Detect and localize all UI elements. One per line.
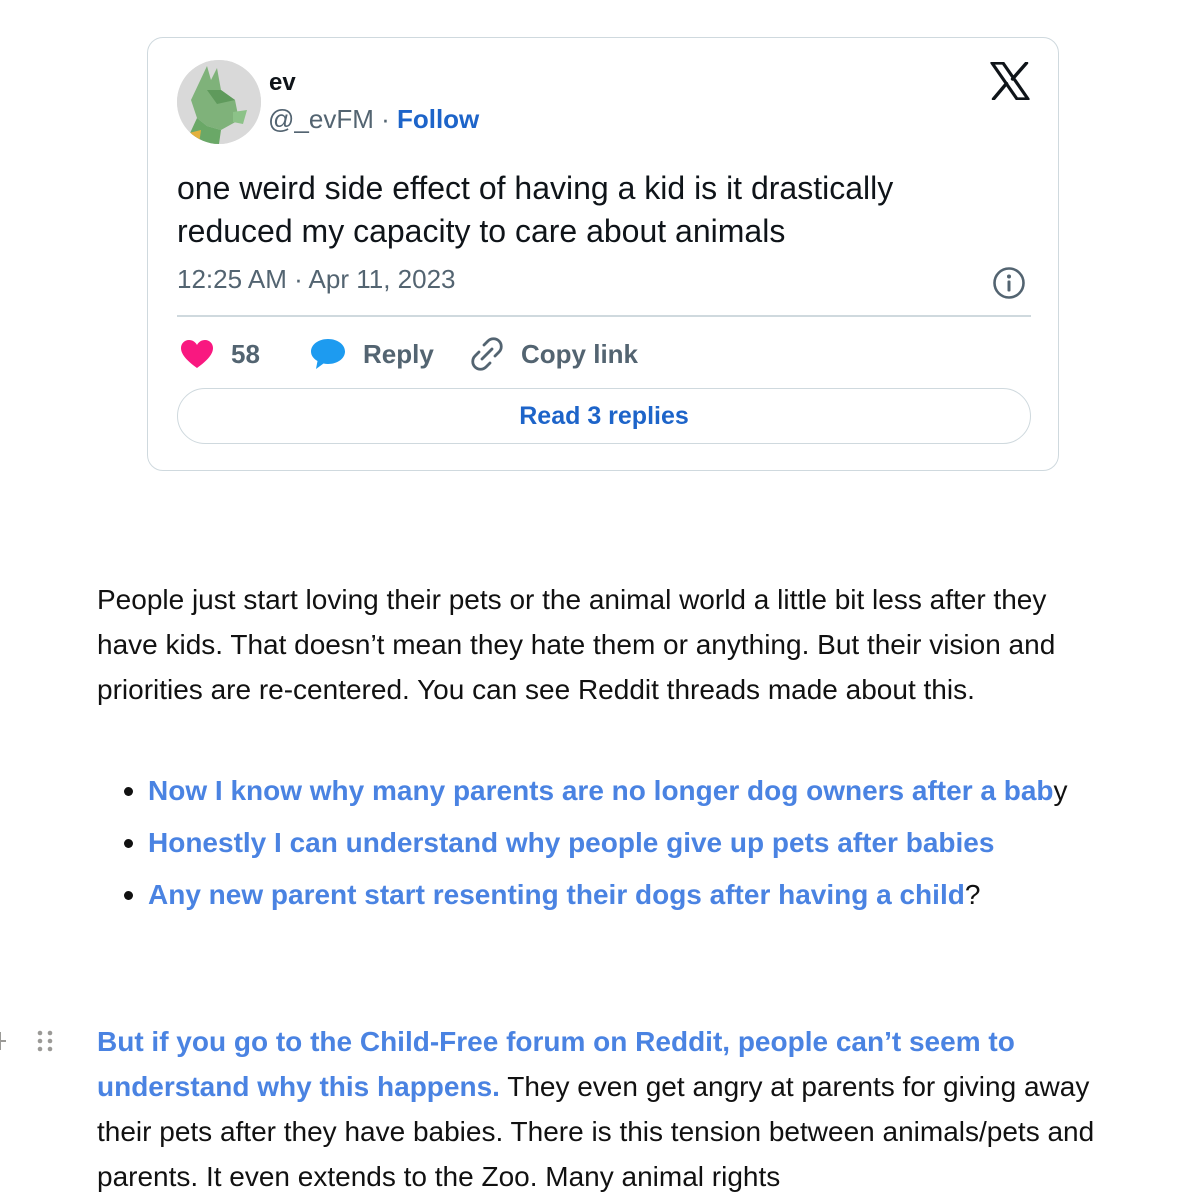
list-item: [97, 872, 1097, 917]
x-logo-icon[interactable]: [990, 62, 1030, 100]
paragraph-1: People just start loving their pets or the animal world a little bit less after they have kids. That doesn’t mean they hate them or anything. But their vision and priorities are re-centered. You can see Reddit threads made about this.: [97, 584, 1056, 705]
tweet-actions: [180, 336, 1030, 372]
like-button[interactable]: [180, 336, 260, 372]
avatar[interactable]: [177, 60, 261, 144]
reddit-thread-link-2[interactable]: Honestly I can understand why people give up pets after babies: [148, 827, 995, 858]
reply-button[interactable]: [310, 336, 434, 372]
list-item-suffix: ?: [964, 879, 981, 910]
like-count: 58: [231, 338, 260, 369]
tweet-text: one weird side effect of having a kid is it drastically reduced my capacity to care about animals: [177, 170, 894, 249]
drag-handle-icon: [38, 1031, 53, 1052]
reddit-thread-link-3[interactable]: Any new parent start resenting their dogs after having a child: [148, 879, 965, 910]
author-handle-row: [268, 104, 479, 135]
follow-button[interactable]: Follow: [396, 104, 480, 134]
paragraph-2: [97, 1019, 1097, 1199]
list-item: [97, 820, 1097, 865]
list-item: [97, 768, 1097, 813]
author-handle[interactable]: @_evFM: [268, 104, 374, 134]
list-item-suffix: y: [1053, 775, 1068, 806]
avatar-image: [177, 60, 261, 144]
link-icon: [470, 337, 504, 371]
heart-icon: [180, 339, 214, 369]
embedded-tweet-card: [147, 37, 1059, 471]
paragraph-2-text: They even get angry at parents for giving away their pets after they have babies. There is this tension between animals/pets and parents. It even extends to the Zoo. Many animal rights: [97, 1071, 1095, 1192]
add-block-icon: [0, 1032, 6, 1050]
tweet-divider: [177, 315, 1031, 317]
block-handle[interactable]: [0, 1026, 58, 1056]
reply-bubble-icon: [310, 338, 346, 370]
copy-link-label: Copy link: [521, 338, 639, 369]
tweet-timestamp[interactable]: 12:25 AM · Apr 11, 2023: [177, 264, 456, 294]
reddit-thread-link-1[interactable]: Now I know why many parents are no longer dog owners after a bab: [148, 775, 1054, 806]
reply-label: Reply: [363, 338, 434, 369]
child-free-forum-link[interactable]: But if you go to the Child-Free forum on Reddit, people can’t seem to understand why this happens.: [97, 1026, 1015, 1102]
separator: ·: [373, 104, 397, 134]
info-icon[interactable]: [992, 266, 1026, 300]
author-name[interactable]: ev: [269, 69, 296, 96]
copy-link-button[interactable]: [470, 336, 638, 372]
reddit-threads-list: [97, 768, 1097, 917]
read-replies-button[interactable]: Read 3 replies: [177, 388, 1031, 444]
